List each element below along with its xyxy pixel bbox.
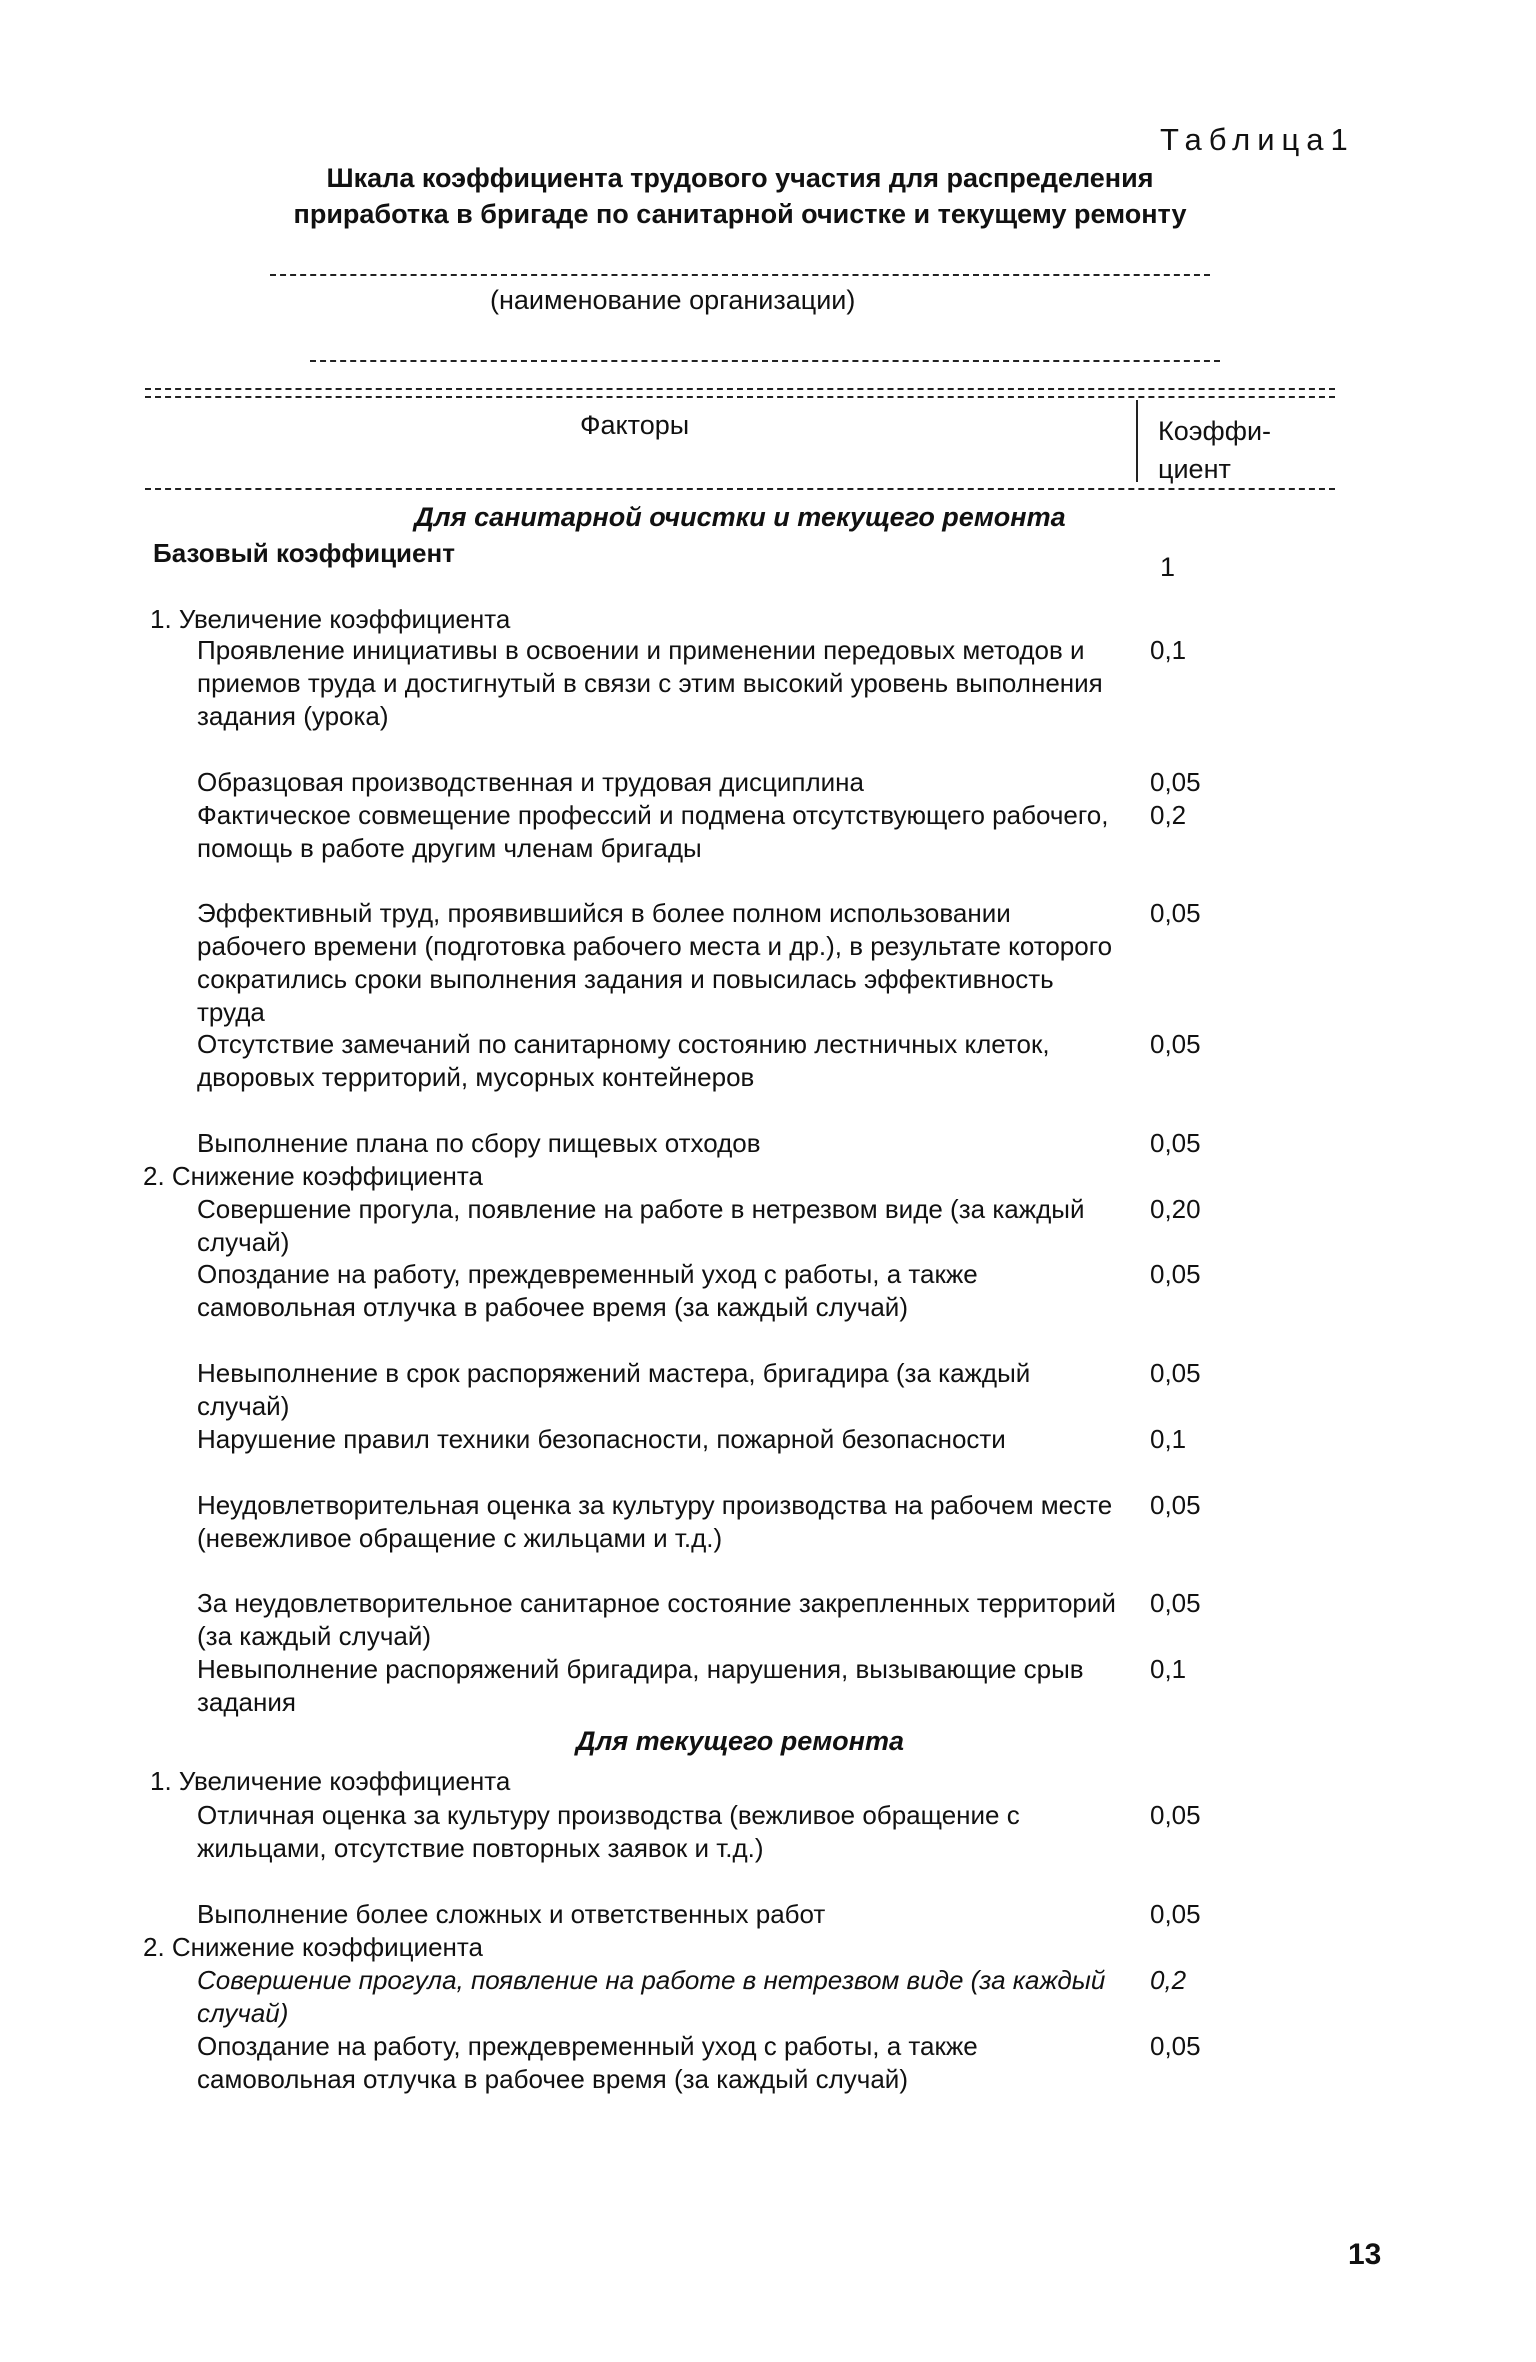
factor-row-value: 0,05: [1150, 767, 1201, 797]
factor-row-value: 0,05: [1150, 898, 1201, 928]
table-label: Таблица1: [1160, 122, 1355, 157]
table-title-line1: Шкала коэффициента трудового участия для распределения: [326, 163, 1154, 193]
decrease-heading-2: 2. Снижение коэффициента: [143, 1932, 483, 1962]
factor-row-value: 0,05: [1150, 2031, 1201, 2061]
factor-row-value: 0,20: [1150, 1194, 1201, 1224]
table-header-bottom-rule: [145, 488, 1335, 490]
factor-row-value: 0,05: [1150, 1588, 1201, 1618]
column-divider: [1136, 400, 1138, 482]
factor-row-text: Выполнение плана по сбору пищевых отходов: [197, 1128, 761, 1158]
factor-row-text: Эффективный труд, проявившийся в более полном использовании рабочего времени (подготовка рабочего места и др.), в результате которого сократились сроки выполнения задания и повысилась эффективность труда: [197, 898, 1113, 1027]
factor-row-text: Невыполнение в срок распоряжений мастера, бригадира (за каждый случай): [197, 1358, 1031, 1421]
base-coefficient-label: Базовый коэффициент: [153, 538, 455, 568]
section-title-repair: Для текущего ремонта: [575, 1726, 905, 1756]
factor-row-text: Образцовая производственная и трудовая дисциплина: [197, 767, 864, 797]
organization-label: (наименование организации): [490, 285, 856, 315]
factor-row-value: 0,1: [1150, 635, 1187, 665]
factor-row-value: 0,05: [1150, 1128, 1201, 1158]
factor-row-value: 0,05: [1150, 1800, 1201, 1830]
factor-row-text: За неудовлетворительное санитарное состояние закрепленных территорий (за каждый случай): [197, 1588, 1116, 1651]
increase-heading-2: 1. Увеличение коэффициента: [150, 1766, 511, 1796]
factor-row-text: Совершение прогула, появление на работе в нетрезвом виде (за каждый случай): [197, 1194, 1085, 1257]
factor-row-value: 0,2: [1150, 800, 1187, 830]
factor-row-text: Фактическое совмещение профессий и подмена отсутствующего рабочего, помощь в работе другим членам бригады: [197, 800, 1109, 863]
factor-row-text: Выполнение более сложных и ответственных работ: [197, 1899, 826, 1929]
table-title-line2: приработка в бригаде по санитарной очистке и текущему ремонту: [293, 199, 1187, 229]
factor-row-value: 0,1: [1150, 1654, 1187, 1684]
factor-row-text: Проявление инициативы в освоении и применении передовых методов и приемов труда и достигнутый в связи с этим высокий уровень выполнения задания (урока): [197, 635, 1103, 731]
factor-row-value: 0,05: [1150, 1358, 1201, 1388]
factor-row-text: Совершение прогула, появление на работе в нетрезвом виде (за каждый случай): [197, 1965, 1106, 2028]
org-name-blank-line: [270, 274, 1210, 276]
column-header-factors: Факторы: [580, 410, 690, 440]
factor-row-text: Опоздание на работу, преждевременный уход с работы, а также самовольная отлучка в рабочее время (за каждый случай): [197, 1259, 978, 1322]
factor-row-value: 0,05: [1150, 1490, 1201, 1520]
factor-row-value: 0,05: [1150, 1899, 1201, 1929]
section-title-sanitary: Для санитарной очистки и текущего ремонта: [414, 502, 1066, 532]
table-top-rule: [145, 388, 1335, 390]
factor-row-value: 0,2: [1150, 1965, 1187, 1995]
factor-row-value: 0,1: [1150, 1424, 1187, 1454]
factor-row-text: Невыполнение распоряжений бригадира, нарушения, вызывающие срыв задания: [197, 1654, 1084, 1717]
decrease-heading-1: 2. Снижение коэффициента: [143, 1161, 483, 1191]
column-header-coefficient-line2: циент: [1158, 454, 1231, 484]
page-number: 13: [1348, 2238, 1382, 2271]
column-header-coefficient: [1158, 412, 1271, 488]
base-coefficient-value: 1: [1160, 552, 1176, 582]
table-top-rule-2: [145, 396, 1335, 398]
org-name-blank-line-2: [310, 360, 1220, 362]
factor-row-text: Неудовлетворительная оценка за культуру производства на рабочем месте (невежливое обращение с жильцами и т.д.): [197, 1490, 1113, 1553]
factor-row-text: Отличная оценка за культуру производства (вежливое обращение с жильцами, отсутствие повторных заявок и т.д.): [197, 1800, 1020, 1863]
factor-row-text: Отсутствие замечаний по санитарному состоянию лестничных клеток, дворовых территорий, мусорных контейнеров: [197, 1029, 1050, 1092]
factor-row-text: Нарушение правил техники безопасности, пожарной безопасности: [197, 1424, 1006, 1454]
column-header-coefficient-line1: Коэффи-: [1158, 416, 1272, 446]
factor-row-value: 0,05: [1150, 1029, 1201, 1059]
factor-row-value: 0,05: [1150, 1259, 1201, 1289]
increase-heading-1: 1. Увеличение коэффициента: [150, 604, 511, 634]
factor-row-text: Опоздание на работу, преждевременный уход с работы, а также самовольная отлучка в рабочее время (за каждый случай): [197, 2031, 978, 2094]
